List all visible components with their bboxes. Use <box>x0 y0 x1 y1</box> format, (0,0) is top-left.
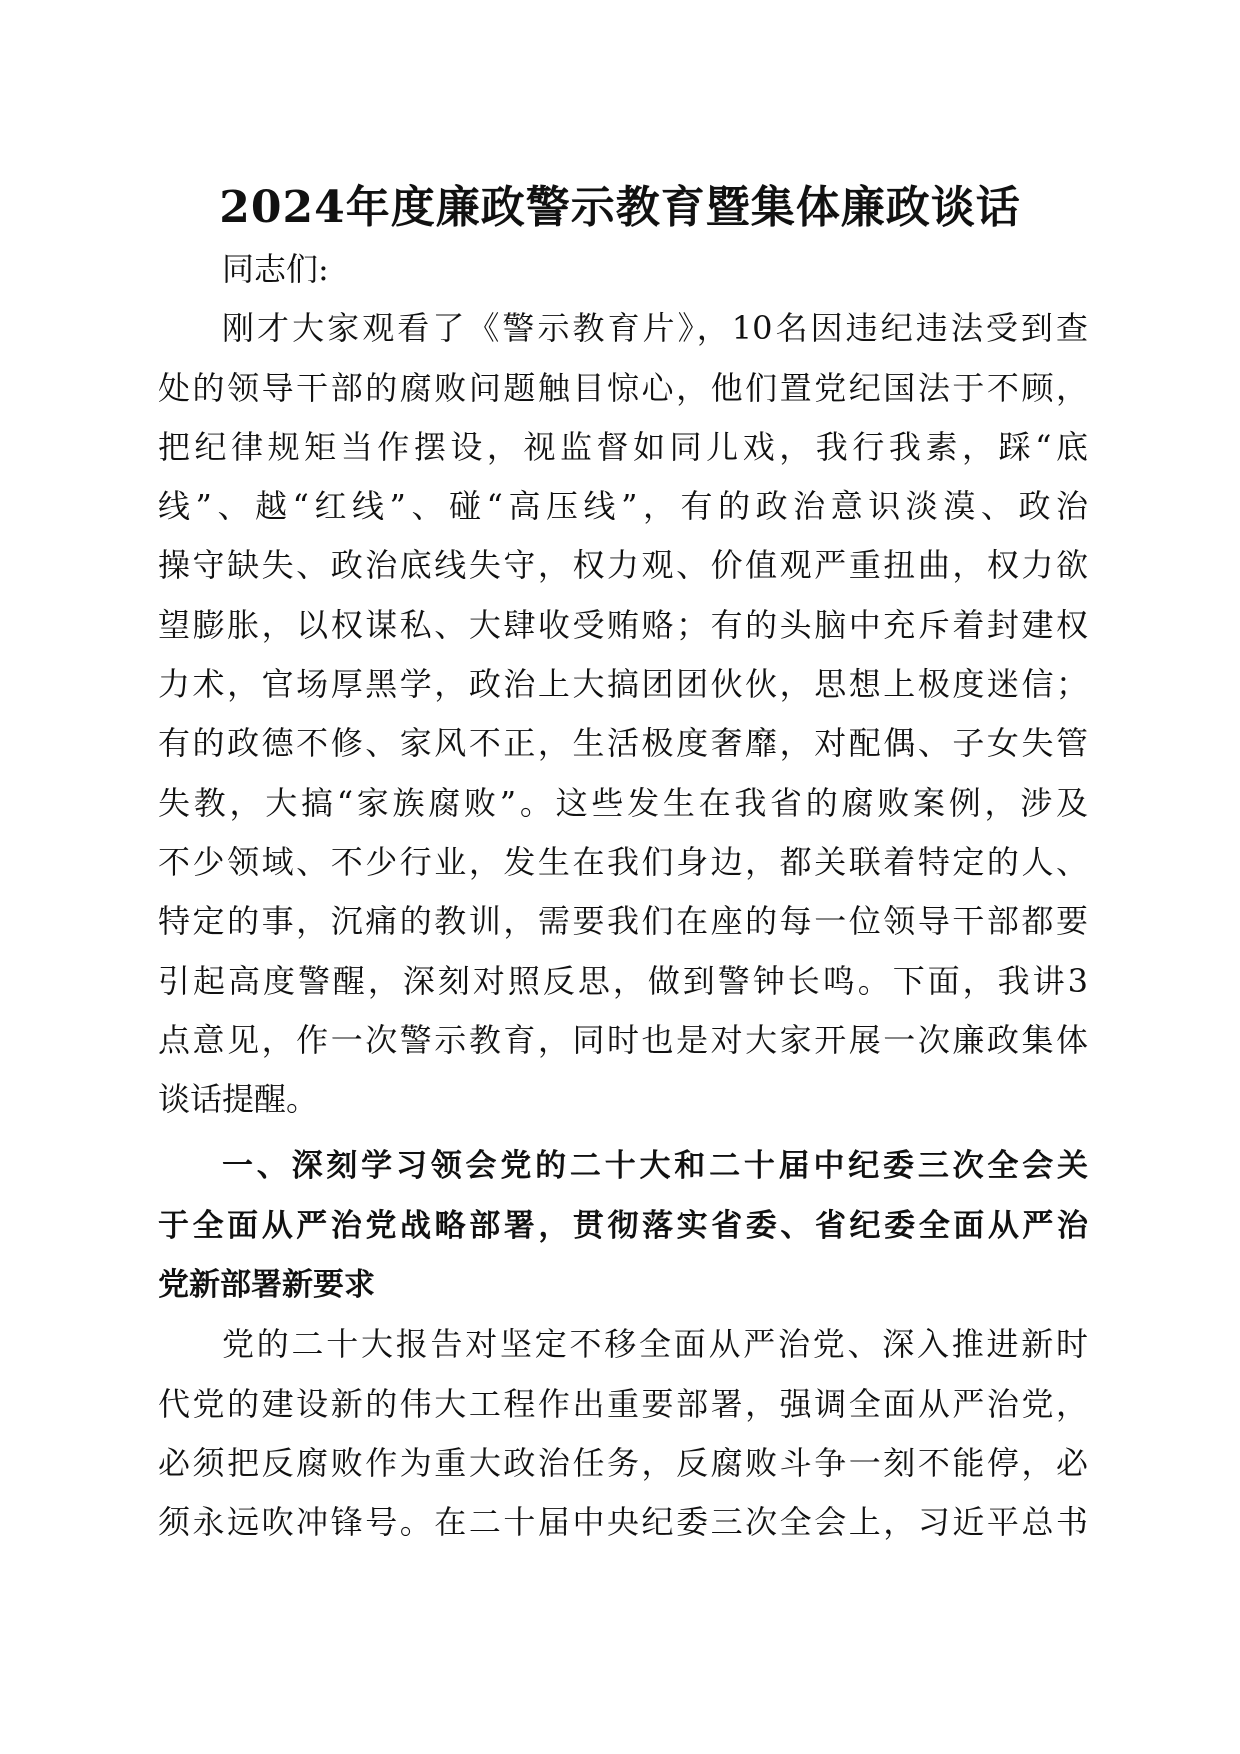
salutation: 同志们: <box>222 250 329 288</box>
heading-line: 一、深刻学习领会党的二十大和二十届中纪委三次全会关 <box>222 1148 1088 1185</box>
paragraph-line: 把纪律规矩当作摆设，视监督如同儿戏，我行我素，踩“底 <box>158 427 1088 466</box>
document-body <box>158 240 1088 1553</box>
paragraph-line: 失教，大搞“家族腐败”。这些发生在我省的腐败案例，涉及 <box>158 783 1088 822</box>
section-heading-1 <box>158 1137 1088 1315</box>
paragraph-line: 必须把反腐败作为重大政治任务，反腐败斗争一刻不能停，必 <box>158 1443 1088 1482</box>
paragraph-section-1 <box>158 1315 1088 1552</box>
paragraph-line: 望膨胀，以权谋私、大肆收受贿赂；有的头脑中充斥着封建权 <box>158 605 1088 644</box>
paragraph-line: 不少领域、不少行业，发生在我们身边，都关联着特定的人、 <box>158 842 1088 881</box>
paragraph-line: 有的政德不修、家风不正，生活极度奢靡，对配偶、子女失管 <box>158 724 1088 763</box>
heading-line: 党新部署新要求 <box>158 1267 375 1304</box>
paragraph-line: 刚才大家观看了《警示教育片》，10名因违纪违法受到查 <box>222 309 1088 348</box>
paragraph-line: 特定的事，沉痛的教训，需要我们在座的每一位领导干部都要 <box>158 902 1088 941</box>
spacer <box>158 1129 1088 1137</box>
paragraph-line: 线”、越“红线”、碰“高压线”，有的政治意识淡漠、政治 <box>158 487 1088 526</box>
paragraph-line: 引起高度警醒，深刻对照反思，做到警钟长鸣。下面，我讲3 <box>158 961 1088 1000</box>
paragraph-line: 点意见，作一次警示教育，同时也是对大家开展一次廉政集体 <box>158 1020 1088 1059</box>
paragraph-intro <box>158 299 1088 1129</box>
paragraph-line: 须永远吹冲锋号。在二十届中央纪委三次全会上，习近平总书 <box>158 1503 1088 1542</box>
paragraph-line: 党的二十大报告对坚定不移全面从严治党、深入推进新时 <box>222 1325 1088 1364</box>
paragraph-line: 操守缺失、政治底线失守，权力观、价值观严重扭曲，权力欲 <box>158 546 1088 585</box>
paragraph-line: 力术，官场厚黑学，政治上大搞团团伙伙，思想上极度迷信； <box>158 665 1088 704</box>
paragraph-line: 谈话提醒。 <box>158 1080 319 1119</box>
heading-line: 于全面从严治党战略部署，贯彻落实省委、省纪委全面从严治 <box>158 1207 1088 1244</box>
document-title: 2024年度廉政警示教育暨集体廉政谈话 <box>219 182 1021 233</box>
paragraph-line: 处的领导干部的腐败问题触目惊心，他们置党纪国法于不顾， <box>158 368 1088 407</box>
paragraph-line: 代党的建设新的伟大工程作出重要部署，强调全面从严治党， <box>158 1384 1088 1423</box>
